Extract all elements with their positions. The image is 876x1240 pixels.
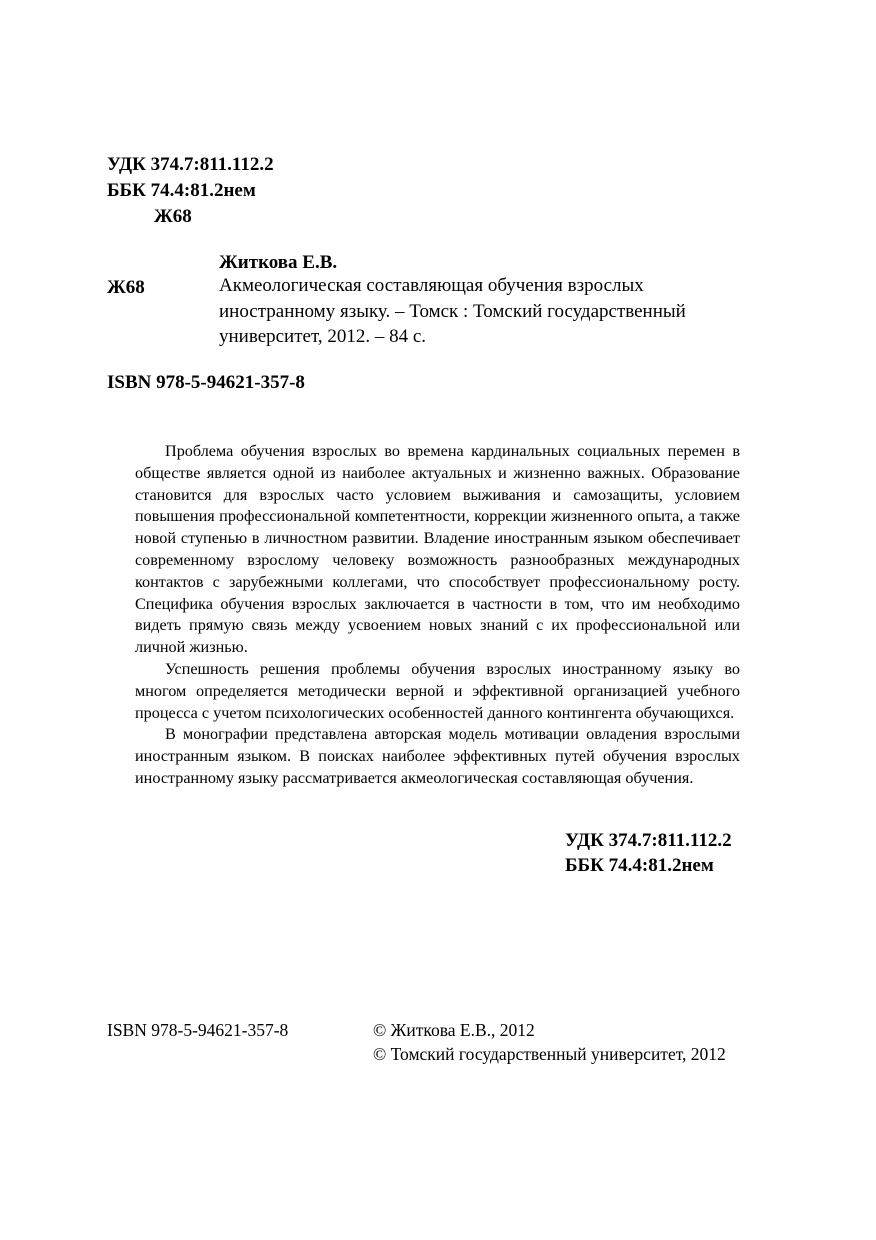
abstract xyxy=(135,441,740,790)
bbk-code: ББК 74.4:81.2нем xyxy=(107,180,256,201)
bbk-code-bottom: ББК 74.4:81.2нем xyxy=(565,855,714,876)
bibliographic-description xyxy=(219,273,759,350)
author-sign-code: Ж68 xyxy=(154,206,192,227)
udk-code: УДК 374.7:811.112.2 xyxy=(107,154,274,175)
isbn-footer: ISBN 978-5-94621-357-8 xyxy=(107,1020,289,1040)
author-name: Житкова Е.В. xyxy=(219,252,338,273)
copyright-university: © Томский государственный университет, 2012 xyxy=(373,1044,726,1064)
title-line: иностранному языку. – Томск : Томский государственный xyxy=(219,300,686,322)
abstract-paragraph: Успешность решения проблемы обучения взрослых иностранному языку во многом определяется методически верной и эффективной организацией учебного процесса с учетом психологических особенностей данного контингента обучающихся. xyxy=(135,659,740,722)
udk-code-bottom: УДК 374.7:811.112.2 xyxy=(565,830,732,851)
title-line: Акмеологическая составляющая обучения взрослых xyxy=(219,275,644,296)
abstract-paragraph: Проблема обучения взрослых во времена кардинальных социальных перемен в обществе является одной из наиболее актуальных и жизненно важных. Образование становится для взрослых часто условием выживания и самозащиты, условием повышения профессиональной компетентности, коррекции жизненного опыта, а также новой ступенью в личностном развитии. Владение иностранным языком обеспечивает современному взрослому человеку возможность разнообразных международных контактов с зарубежными коллегами, что способствует профессиональному росту. Специфика обучения взрослых заключается в частности в том, что им необходимо видеть прямую связь между усвоением новых знаний с их профессиональной или личной жизнью. xyxy=(135,442,740,657)
abstract-paragraph: В монографии представлена авторская модель мотивации овладения взрослыми иностранным языком. В поисках наиболее эффективных путей обучения взрослых иностранному языку рассматривается акмеологическая составляющая обучения. xyxy=(135,725,740,787)
isbn-bold: ISBN 978-5-94621-357-8 xyxy=(107,372,305,393)
author-code-marginal: Ж68 xyxy=(107,277,145,298)
copyright-author: © Житкова Е.В., 2012 xyxy=(373,1020,535,1040)
title-line: университет, 2012. – 84 с. xyxy=(219,326,427,347)
